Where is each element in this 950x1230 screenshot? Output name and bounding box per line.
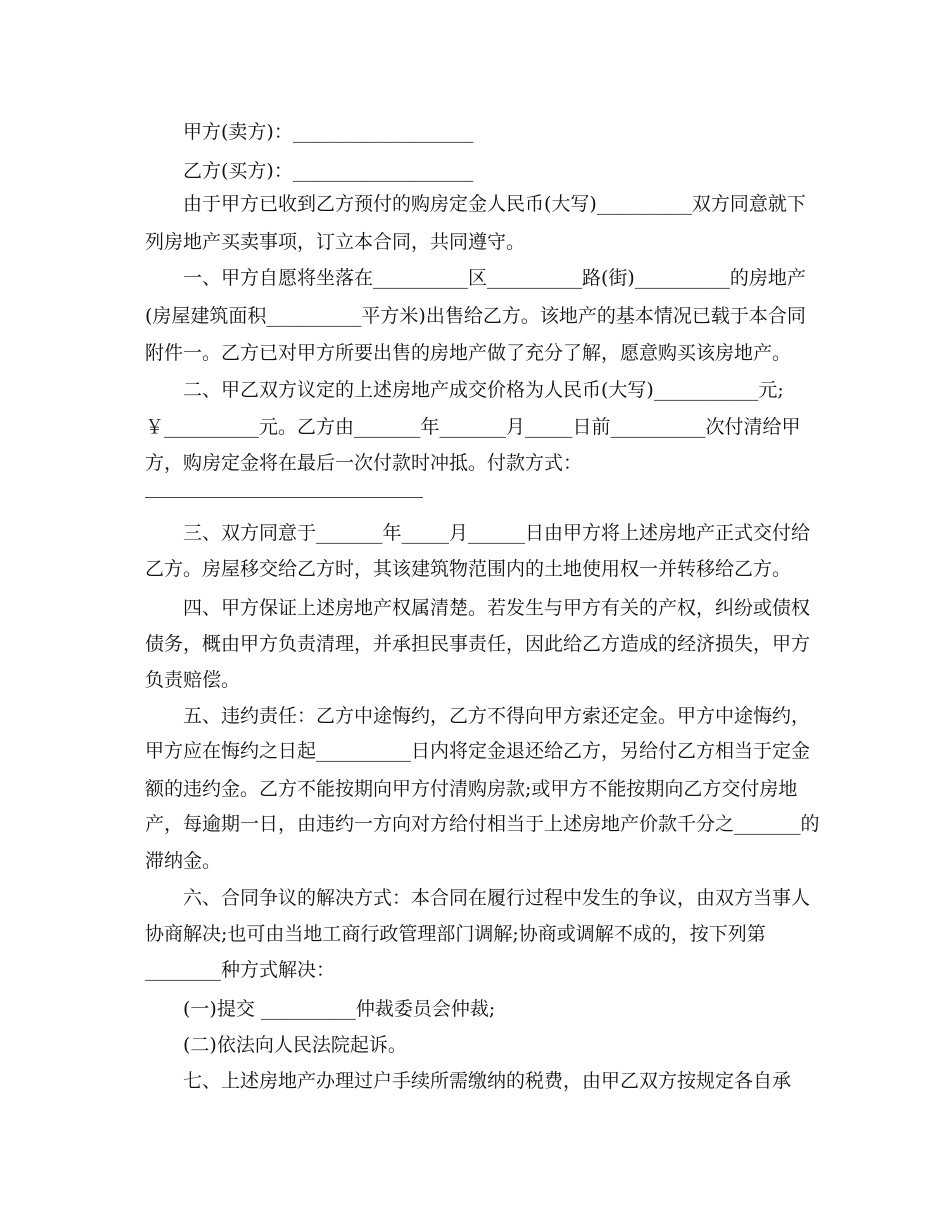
- clause-5-line: 滞纳金。: [145, 850, 222, 872]
- party-b-line: 乙方(买方)：___________________: [183, 160, 474, 182]
- clause-6-option-1: (一)提交 __________仲裁委员会仲裁;: [183, 998, 496, 1020]
- clause-5-line: 产，每逾期一日，由违约一方向对方给付相当于上述房地产价款千分之_______的: [145, 813, 820, 835]
- clause-1-line: 附件一。乙方已对甲方所要出售的房地产做了充分了解，愿意购买该房地产。: [145, 342, 792, 364]
- preamble-line: 列房地产买卖事项，订立本合同，共同遵守。: [145, 231, 526, 253]
- clause-1-line: 一、甲方自愿将坐落在__________区__________路(街)__________的房地产: [183, 267, 806, 289]
- clause-4-line: 负责赔偿。: [145, 669, 241, 691]
- clause-2-line: 方，购房定金将在最后一次付款时冲抵。付款方式：: [145, 452, 583, 474]
- clause-6-line: 协商解决;也可由当地工商行政管理部门调解;协商或调解不成的，按下列第: [145, 923, 766, 945]
- clause-6-option-2: (二)依法向人民法院起诉。: [183, 1034, 407, 1056]
- clause-5-line: 额的违约金。乙方不能按期向甲方付清购房款;或甲方不能按期向乙方交付房地: [145, 778, 798, 800]
- party-a-line: 甲方(卖方)：___________________: [183, 121, 474, 143]
- clause-2-line: 二、甲乙双方议定的上述房地产成交价格为人民币(大写)___________元;: [183, 379, 784, 401]
- clause-7-line: 七、上述房地产办理过户手续所需缴纳的税费，由甲乙双方按规定各自承: [183, 1070, 792, 1092]
- clause-6-line: 六、合同争议的解决方式：本合同在履行过程中发生的争议，由双方当事人: [183, 887, 811, 909]
- clause-1-line: (房屋建筑面积__________平方米)出售给乙方。该地产的基本情况已载于本合同: [145, 305, 806, 327]
- preamble-line: 由于甲方已收到乙方预付的购房定金人民币(大写)__________双方同意就下: [183, 193, 806, 215]
- clause-5-line: 甲方应在悔约之日起__________日内将定金退还给乙方，另给付乙方相当于定金: [145, 740, 811, 762]
- clause-2-line: ￥__________元。乙方由_______年_______月_____日前__________次付清给甲: [145, 416, 801, 438]
- clause-4-line: 债务，概由甲方负责清理，并承担民事责任，因此给乙方造成的经济损失，甲方: [145, 633, 811, 655]
- clause-6-line: ________种方式解决：: [145, 959, 336, 981]
- clause-5-line: 五、违约责任：乙方中途悔约，乙方不得向甲方索还定金。甲方中途悔约，: [183, 705, 811, 727]
- payment-method-blank: [145, 497, 423, 500]
- clause-3-line: 三、双方同意于_______年_____月______日由甲方将上述房地产正式交付给: [183, 522, 811, 544]
- clause-4-line: 四、甲方保证上述房地产权属清楚。若发生与甲方有关的产权，纠纷或债权: [183, 597, 811, 619]
- clause-3-line: 乙方。房屋移交给乙方时，其该建筑物范围内的土地使用权一并转移给乙方。: [145, 558, 792, 580]
